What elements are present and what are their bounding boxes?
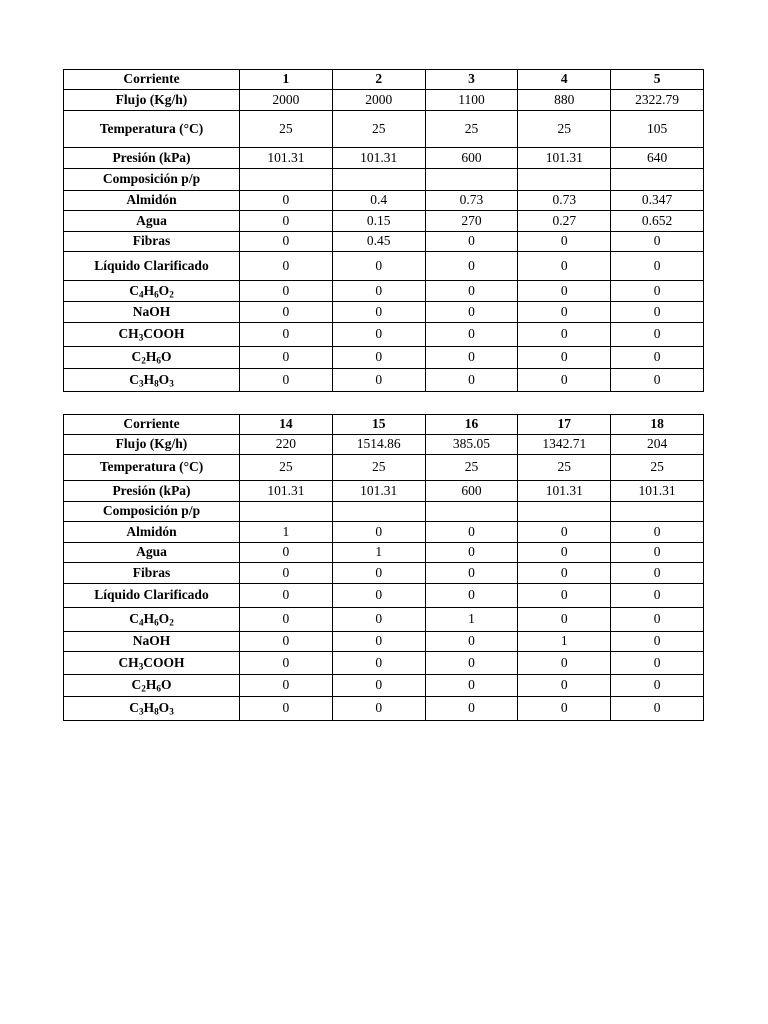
table-cell: 880: [518, 90, 611, 111]
row-label: Presión (kPa): [64, 148, 240, 169]
table-cell: 0: [240, 252, 333, 281]
table-row: [64, 455, 704, 481]
row-label: Composición p/p: [64, 502, 240, 522]
table-cell: 0.347: [611, 191, 704, 211]
table-row: [64, 435, 704, 455]
table-cell: 0: [332, 369, 425, 392]
table-cell: [240, 169, 333, 191]
row-label: Agua: [64, 543, 240, 563]
table-cell: 0: [332, 522, 425, 543]
stream-table-2: [63, 414, 704, 721]
table-cell: 0: [240, 584, 333, 608]
table-cell: 0: [240, 302, 333, 323]
table-cell: 0: [240, 563, 333, 584]
table-cell: 0: [611, 675, 704, 697]
table-row: [64, 323, 704, 347]
table-cell: [611, 502, 704, 522]
table-row: [64, 111, 704, 148]
table-row: [64, 90, 704, 111]
table-cell: 25: [240, 111, 333, 148]
table-cell: 1342.71: [518, 435, 611, 455]
table-cell: 0: [518, 302, 611, 323]
table-cell: [425, 502, 518, 522]
stream-number-header: 17: [518, 415, 611, 435]
table-cell: 0: [518, 281, 611, 302]
table-cell: 0: [518, 369, 611, 392]
table-row: [64, 632, 704, 652]
table-cell: 0: [425, 369, 518, 392]
table-cell: 0: [332, 675, 425, 697]
table-cell: 220: [240, 435, 333, 455]
table-cell: 385.05: [425, 435, 518, 455]
table-cell: 0: [611, 232, 704, 252]
row-label: NaOH: [64, 632, 240, 652]
row-label: $C_3H_8O_3$: [64, 369, 240, 392]
table-cell: [332, 502, 425, 522]
table-cell: 0: [332, 584, 425, 608]
table-cell: 0: [332, 652, 425, 675]
table-cell: 0.15: [332, 211, 425, 232]
table-cell: 0.73: [425, 191, 518, 211]
table-cell: 25: [518, 455, 611, 481]
table-cell: 0: [332, 697, 425, 721]
table-cell: 25: [240, 455, 333, 481]
table-cell: 270: [425, 211, 518, 232]
table-cell: 0: [518, 252, 611, 281]
table-cell: 640: [611, 148, 704, 169]
stream-number-header: 14: [240, 415, 333, 435]
table-cell: 105: [611, 111, 704, 148]
table-cell: 2322.79: [611, 90, 704, 111]
table-cell: 0: [240, 652, 333, 675]
table-cell: 0: [518, 584, 611, 608]
table-cell: 0: [332, 323, 425, 347]
row-label: Temperatura (°C): [64, 455, 240, 481]
table-cell: 0: [425, 563, 518, 584]
row-label: $C_4H_6O_2$: [64, 281, 240, 302]
table-cell: 25: [332, 455, 425, 481]
table-row: [64, 232, 704, 252]
table-row: [64, 252, 704, 281]
stream-table-1: [63, 69, 704, 392]
table-row: [64, 522, 704, 543]
table-cell: 25: [611, 455, 704, 481]
table-cell: 0: [425, 632, 518, 652]
table-cell: 1514.86: [332, 435, 425, 455]
table-cell: 1: [518, 632, 611, 652]
table-row: [64, 584, 704, 608]
table-cell: [425, 169, 518, 191]
table-cell: 0: [518, 608, 611, 632]
table-cell: 0: [611, 347, 704, 369]
stream-number-header: 1: [240, 70, 333, 90]
row-label: Líquido Clarificado: [64, 252, 240, 281]
stream-number-header: 18: [611, 415, 704, 435]
table-row: [64, 191, 704, 211]
table-cell: 0: [425, 522, 518, 543]
table-cell: 0: [240, 632, 333, 652]
table-cell: 0: [518, 347, 611, 369]
stream-number-header: 4: [518, 70, 611, 90]
table-cell: 101.31: [332, 148, 425, 169]
table-cell: 0: [611, 302, 704, 323]
table-row: [64, 502, 704, 522]
row-label: Almidón: [64, 191, 240, 211]
stream-number-header: 16: [425, 415, 518, 435]
table-cell: 0: [332, 632, 425, 652]
row-label: Líquido Clarificado: [64, 584, 240, 608]
table-cell: 0: [611, 543, 704, 563]
table-cell: 0.27: [518, 211, 611, 232]
column-header-label: Corriente: [64, 70, 240, 90]
table-cell: 1100: [425, 90, 518, 111]
table-cell: 1: [332, 543, 425, 563]
row-label: Temperatura (°C): [64, 111, 240, 148]
table-row: [64, 169, 704, 191]
table-row: [64, 481, 704, 502]
table-cell: 0.45: [332, 232, 425, 252]
table-row: [64, 543, 704, 563]
table-cell: 101.31: [332, 481, 425, 502]
table-cell: 0: [425, 697, 518, 721]
table-cell: 0: [518, 652, 611, 675]
stream-number-header: 5: [611, 70, 704, 90]
table-row: [64, 675, 704, 697]
table-cell: 0: [332, 608, 425, 632]
table-cell: 0: [240, 608, 333, 632]
table-cell: [518, 502, 611, 522]
table-cell: 0: [425, 232, 518, 252]
table-cell: 101.31: [611, 481, 704, 502]
table-cell: 0: [611, 563, 704, 584]
row-label: Composición p/p: [64, 169, 240, 191]
table-cell: 0: [240, 232, 333, 252]
table-row: [64, 369, 704, 392]
table-cell: 25: [425, 455, 518, 481]
table-cell: 0: [332, 281, 425, 302]
table-cell: 0.4: [332, 191, 425, 211]
row-label: NaOH: [64, 302, 240, 323]
table-cell: 101.31: [240, 481, 333, 502]
table-row: [64, 302, 704, 323]
stream-number-header: 2: [332, 70, 425, 90]
table-row: [64, 697, 704, 721]
row-label: $CH_3COOH$: [64, 323, 240, 347]
row-label: $C_3H_8O_3$: [64, 697, 240, 721]
stream-number-header: 15: [332, 415, 425, 435]
row-label: $C_4H_6O_2$: [64, 608, 240, 632]
table-cell: 0: [611, 522, 704, 543]
table-cell: 0: [611, 632, 704, 652]
table-cell: 600: [425, 148, 518, 169]
table-cell: 0: [425, 543, 518, 563]
table-cell: 0: [240, 543, 333, 563]
table-cell: 1: [425, 608, 518, 632]
row-label: Flujo (Kg/h): [64, 435, 240, 455]
table-row: [64, 281, 704, 302]
table-row: [64, 652, 704, 675]
table-cell: 0: [518, 522, 611, 543]
header-row: [64, 70, 704, 90]
table-cell: 0: [611, 323, 704, 347]
table-cell: 0: [240, 211, 333, 232]
column-header-label: Corriente: [64, 415, 240, 435]
table-cell: 0: [425, 302, 518, 323]
table-cell: 0: [425, 652, 518, 675]
table-cell: 0: [240, 369, 333, 392]
table-cell: [240, 502, 333, 522]
table-cell: 0: [425, 675, 518, 697]
table-cell: 0: [518, 323, 611, 347]
table-cell: 25: [425, 111, 518, 148]
table-cell: 0: [240, 281, 333, 302]
table-cell: 0: [611, 697, 704, 721]
stream-number-header: 3: [425, 70, 518, 90]
table-cell: 101.31: [518, 481, 611, 502]
table-cell: 0: [611, 652, 704, 675]
row-label: Fibras: [64, 232, 240, 252]
table-cell: 0: [332, 347, 425, 369]
table-cell: 0: [518, 697, 611, 721]
table-row: [64, 148, 704, 169]
table-cell: 0: [240, 347, 333, 369]
table-cell: 204: [611, 435, 704, 455]
table-row: [64, 563, 704, 584]
table-cell: 0: [425, 281, 518, 302]
table-row: [64, 347, 704, 369]
row-label: Flujo (Kg/h): [64, 90, 240, 111]
table-cell: 0: [240, 191, 333, 211]
table-cell: 0: [240, 697, 333, 721]
table-cell: 0: [518, 543, 611, 563]
table-cell: 0: [518, 563, 611, 584]
table-cell: 2000: [240, 90, 333, 111]
row-label: $C_2H_6O$: [64, 347, 240, 369]
table-cell: 101.31: [518, 148, 611, 169]
table-cell: [332, 169, 425, 191]
table-cell: 2000: [332, 90, 425, 111]
row-label: $C_2H_6O$: [64, 675, 240, 697]
table-cell: 0: [332, 563, 425, 584]
table-cell: 0: [332, 302, 425, 323]
table-cell: 0: [425, 323, 518, 347]
table-row: [64, 608, 704, 632]
table-cell: 25: [518, 111, 611, 148]
row-label: Agua: [64, 211, 240, 232]
row-label: $CH_3COOH$: [64, 652, 240, 675]
row-label: Almidón: [64, 522, 240, 543]
table-cell: 1: [240, 522, 333, 543]
table-cell: [611, 169, 704, 191]
header-row: [64, 415, 704, 435]
table-cell: 600: [425, 481, 518, 502]
table-cell: 101.31: [240, 148, 333, 169]
table-cell: 25: [332, 111, 425, 148]
table-cell: 0: [611, 584, 704, 608]
table-cell: 0: [518, 232, 611, 252]
table-cell: 0.652: [611, 211, 704, 232]
table-cell: 0: [518, 675, 611, 697]
table-cell: 0: [611, 252, 704, 281]
table-cell: 0: [611, 281, 704, 302]
table-row: [64, 211, 704, 232]
table-cell: 0: [240, 323, 333, 347]
table-cell: 0: [611, 608, 704, 632]
table-cell: 0: [332, 252, 425, 281]
table-cell: 0: [240, 675, 333, 697]
table-cell: [518, 169, 611, 191]
table-cell: 0: [611, 369, 704, 392]
table-cell: 0.73: [518, 191, 611, 211]
table-cell: 0: [425, 584, 518, 608]
table-cell: 0: [425, 252, 518, 281]
row-label: Presión (kPa): [64, 481, 240, 502]
row-label: Fibras: [64, 563, 240, 584]
table-cell: 0: [425, 347, 518, 369]
